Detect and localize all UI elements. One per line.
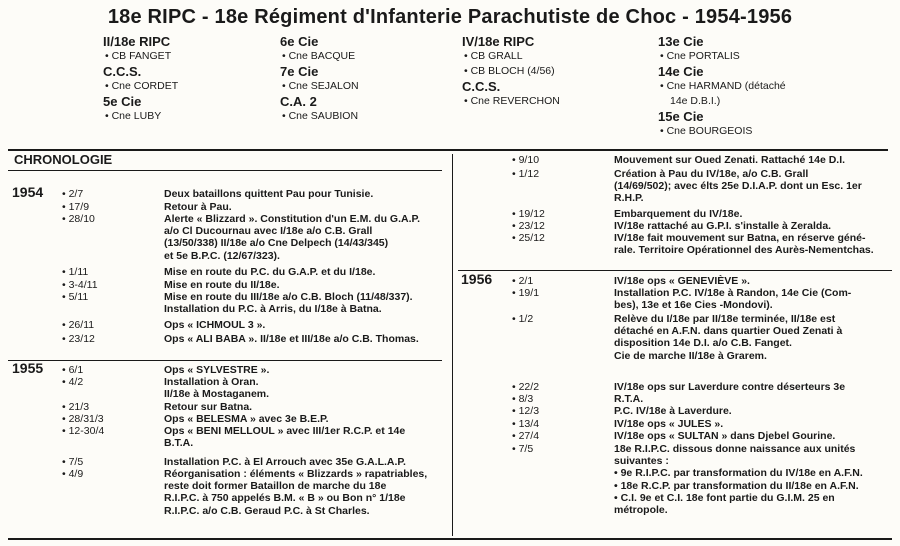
entry-line: a/o Cl Ducournau avec I/18e a/o C.B. Grall [164, 225, 373, 238]
entry-text [614, 405, 732, 417]
entry-line: Mouvement sur Oued Zenati. Rattaché 14e D.I. [614, 154, 846, 166]
unit-heading: C.C.S. [462, 79, 501, 94]
entry-date: • 23/12 [62, 333, 95, 345]
entry-date: • 1/11 [62, 266, 89, 278]
entry-date: • 2/7 [62, 188, 84, 200]
unit-commander: • CB GRALL [464, 50, 523, 62]
entry-line: Création à Pau du IV/18e, a/o C.B. Grall [614, 168, 809, 180]
entry-line: Embarquement du IV/18e. [614, 208, 743, 220]
entry-line: R.H.P. [614, 192, 644, 205]
unit-commander: • Cne LUBY [105, 110, 162, 122]
entry-line: rale. Territoire Opérationnel des Aurès-Nementchas. [614, 244, 874, 257]
chronology-heading: CHRONOLOGIE [14, 152, 113, 167]
unit-heading: 13e Cie [658, 34, 704, 49]
entry-line: et 5e B.P.C. (12/67/323). [164, 249, 280, 262]
unit-commander: • Cne BACQUE [282, 50, 356, 62]
unit-commander: • Cne SAUBION [282, 110, 359, 122]
entry-line: disposition 14e D.I. a/o C.B. Fanget. [614, 337, 792, 350]
entry-line: Mise en route du II/18e. [164, 279, 280, 291]
unit-heading: 7e Cie [280, 64, 319, 79]
unit-commander: • Cne SEJALON [282, 80, 359, 92]
entry-date: • 12/3 [512, 405, 540, 417]
unit-heading: 5e Cie [103, 94, 142, 109]
entry-line: 18e R.I.P.C. dissous donne naissance aux unités [614, 443, 856, 455]
entry-date: • 27/4 [512, 430, 540, 442]
unit-heading: C.A. 2 [280, 94, 317, 109]
unit-commander: • Cne REVERCHON [464, 95, 560, 107]
entry-line: métropole. [614, 504, 668, 517]
entry-line: Retour sur Batna. [164, 401, 253, 413]
entry-date: • 1/2 [512, 313, 534, 325]
entry-date: • 19/12 [512, 208, 545, 220]
unit-commander: • Cne PORTALIS [660, 50, 740, 62]
entry-text [614, 275, 750, 287]
entry-date: • 3-4/11 [62, 279, 98, 291]
entry-text [614, 443, 863, 516]
entry-date: • 12-30/4 [62, 425, 105, 437]
entry-date: • 7/5 [62, 456, 84, 468]
entry-line: IV/18e ops sur Laverdure contre déserteurs 3e [614, 381, 846, 393]
unit-commander: • CB FANGET [105, 50, 172, 62]
entry-line: Ops « SYLVESTRE ». [164, 364, 270, 376]
entry-line: B.T.A. [164, 437, 194, 450]
entry-line: suivantes : [614, 455, 669, 468]
year-label: 1954 [12, 184, 44, 200]
entry-line: Installation P.C. IV/18e à Randon, 14e Cie (Com- [614, 287, 852, 299]
entry-text [614, 220, 831, 232]
entry-text [614, 381, 845, 405]
entry-line: Deux bataillons quittent Pau pour Tunisie. [164, 188, 374, 200]
entry-date: • 9/10 [512, 154, 540, 166]
unit-heading: II/18e RIPC [103, 34, 171, 49]
entry-date: • 21/3 [62, 401, 90, 413]
entry-text [614, 168, 862, 205]
entry-line: Cie de marche II/18e à Grarem. [614, 349, 767, 362]
entry-text [614, 287, 851, 311]
unit-heading: IV/18e RIPC [462, 34, 535, 49]
entry-date: • 4/9 [62, 468, 84, 480]
entry-line: Relève du I/18e par II/18e terminée, II/18e est [614, 313, 836, 325]
entry-date: • 28/31/3 [62, 413, 104, 425]
entry-date: • 13/4 [512, 418, 540, 430]
entry-line: Alerte « Blizzard ». Constitution d'un E.M. du G.A.P. [164, 213, 421, 225]
unit-heading: 14e Cie [658, 64, 704, 79]
entry-date: • 5/11 [62, 291, 89, 303]
year-label: 1956 [461, 271, 493, 287]
entry-date: • 23/12 [512, 220, 545, 232]
entry-line: R.I.P.C. a/o C.B. Geraud P.C. à St Charles. [164, 504, 370, 517]
entry-line: Installation P.C. à El Arrouch avec 35e G.A.L.A.P. [164, 456, 406, 468]
unit-commander: • Cne BOURGEOIS [660, 125, 753, 137]
entry-line: (13/50/338) II/18e a/o Cne Delpech (14/43/345) [164, 237, 389, 250]
entry-line: Mise en route du III/18e a/o C.B. Bloch (11/48/337). [164, 291, 413, 303]
unit-heading: 6e Cie [280, 34, 319, 49]
entry-date: • 2/1 [512, 275, 534, 287]
year-label: 1955 [12, 360, 44, 376]
entry-line: Ops « ICHMOUL 3 ». [164, 319, 266, 331]
unit-commander: 14e D.B.I.) [670, 95, 721, 107]
entry-line: IV/18e ops « GENEVIÈVE ». [614, 275, 750, 287]
entry-line: P.C. IV/18e à Laverdure. [614, 405, 732, 417]
entry-line: R.T.A. [614, 393, 644, 406]
entry-date: • 7/5 [512, 443, 534, 455]
entry-line: Ops « BENI MELLOUL » avec III/1er R.C.P. et 14e [164, 425, 406, 437]
entry-line: IV/18e ops « SULTAN » dans Djebel Gourine. [614, 430, 836, 442]
entry-line: Retour à Pau. [164, 201, 232, 213]
entry-date: • 28/10 [62, 213, 95, 225]
entry-line: Réorganisation : éléments « Blizzards » rapatriables, [164, 468, 428, 480]
entry-text [614, 430, 835, 442]
entry-line: Ops « ALI BABA ». II/18e et III/18e a/o C.B. Thomas. [164, 333, 419, 345]
entry-line: IV/18e fait mouvement sur Batna, en réserve géné- [614, 232, 866, 244]
entry-text [614, 208, 742, 220]
entry-line: IV/18e ops « JULES ». [614, 418, 724, 430]
entry-line: II/18e à Mostaganem. [164, 388, 270, 401]
entry-date: • 4/2 [62, 376, 84, 388]
entry-line: Installation à Oran. [164, 376, 259, 388]
entry-line: IV/18e rattaché au G.P.I. s'installe à Zeralda. [614, 220, 832, 232]
entry-date: • 25/12 [512, 232, 545, 244]
entry-date: • 19/1 [512, 287, 540, 299]
entry-line: détaché en A.F.N. dans quartier Oued Zenati à [614, 325, 843, 338]
entry-line: reste doit former Bataillon de marche du 18e [164, 480, 387, 493]
unit-commander: • CB BLOCH (4/56) [464, 65, 555, 77]
entry-line: Ops « BELESMA » avec 3e B.E.P. [164, 413, 329, 425]
entry-text [614, 154, 845, 166]
entry-text [614, 418, 723, 430]
page-title: 18e RIPC - 18e Régiment d'Infanterie Parachutiste de Choc - 1954-1956 [107, 6, 793, 28]
entry-date: • 22/2 [512, 381, 540, 393]
entry-date: • 1/12 [512, 168, 540, 180]
entry-line: • 18e R.C.P. par transformation du II/18e en A.F.N. [614, 479, 859, 492]
entry-line: R.I.P.C. à 750 appelés B.M. « B » ou Bon n° 1/18e [164, 492, 406, 505]
entry-text [614, 313, 842, 362]
entry-text [614, 232, 874, 256]
unit-commander: • Cne CORDET [105, 80, 179, 92]
entry-date: • 26/11 [62, 319, 95, 331]
entry-date: • 6/1 [62, 364, 84, 376]
entry-date: • 17/9 [62, 201, 90, 213]
unit-heading: 15e Cie [658, 109, 704, 124]
entry-date: • 8/3 [512, 393, 534, 405]
entry-line: • 9e R.I.P.C. par transformation du IV/18e en A.F.N. [614, 467, 863, 480]
entry-line: Installation du P.C. à Arris, du I/18e à Batna. [164, 303, 382, 316]
entry-line: bes), 13e et 16e Cies -Mondovi). [614, 299, 773, 312]
entry-line: (14/69/502); avec élts 25e D.I.A.P. dont un Esc. 1er [614, 180, 862, 193]
unit-heading: C.C.S. [103, 64, 142, 79]
entry-line: Mise en route du P.C. du G.A.P. et du I/18e. [164, 266, 376, 278]
entry-line: • C.I. 9e et C.I. 18e font partie du G.I.M. 25 en [614, 491, 835, 504]
unit-commander: • Cne HARMAND (détaché [660, 80, 786, 92]
